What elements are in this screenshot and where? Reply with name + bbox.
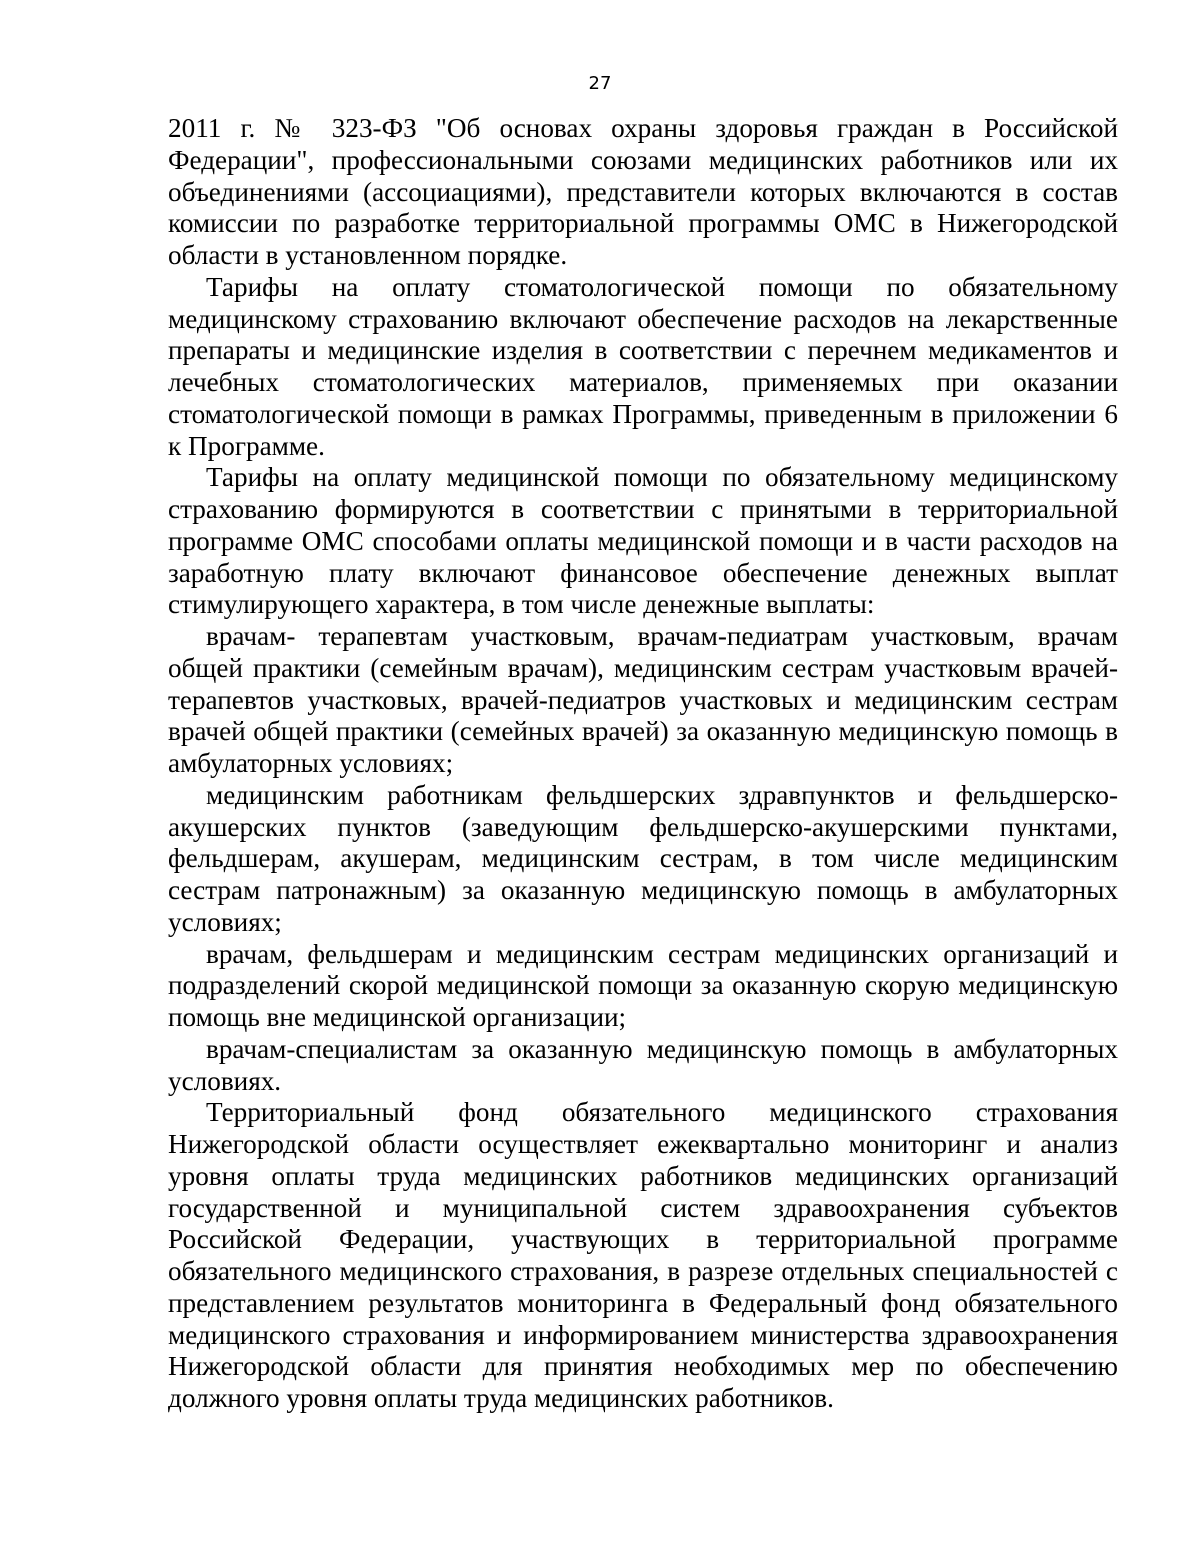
document-body — [168, 113, 1118, 1415]
paragraph-feldsher-stations: медицинским работникам фельдшерских здравпунктов и фельдшерско-акушерских пунктов (заведующим фельдшерско-акушерскими пунктами, фельдшерам, акушерам, медицинским сестрам, в том числе медицинским сестрам патронажным) за оказанную медицинскую помощь в амбулаторных условиях; — [168, 779, 1118, 937]
paragraph-emergency-care: врачам, фельдшерам и медицинским сестрам медицинских организаций и подразделений скорой медицинской помощи за оказанную скорую медицинскую помощь вне медицинской организации; — [168, 938, 1118, 1032]
paragraph-district-doctors: врачам- терапевтам участковым, врачам-педиатрам участковым, врачам общей практики (семейным врачам), медицинским сестрам участковым врачей-терапевтов участковых, врачей-педиатров участковых и медицинским сестрам врачей общей практики (семейных врачей) за оказанную медицинскую помощь в амбулаторных условиях; — [168, 621, 1118, 778]
paragraph-territorial-fund-monitoring: Территориальный фонд обязательного медицинского страхования Нижегородской области осуществляет ежеквартально мониторинг и анализ уровня оплаты труда медицинских работников медицинских организаций государственной и муниципальной систем здравоохранения субъектов Российской Федерации, участвующих в территориальной программе обязательного медицинского страхования, в разрезе отдельных специальностей с представлением результатов мониторинга в Федеральный фонд обязательного медицинского страхования и информированием министерства здравоохранения Нижегородской области для принятия необходимых мер по обеспечению должного уровня оплаты труда медицинских работников. — [168, 1097, 1118, 1413]
paragraph-law-reference: 2011 г. № 323-ФЗ "Об основах охраны здоровья граждан в Российской Федерации", профессиональными союзами медицинских работников или их объединениями (ассоциациями), представители которых включаются в состав комиссии по разработке территориальной программы ОМС в Нижегородской области в установленном порядке. — [168, 113, 1118, 270]
paragraph-tariff-formation: Тарифы на оплату медицинской помощи по обязательному медицинскому страхованию формируются в соответствии с принятыми в территориальной программе ОМС способами оплаты медицинской помощи и в части расходов на заработную плату включают финансовое обеспечение денежных выплат стимулирующего характера, в том числе денежные выплаты: — [168, 462, 1118, 620]
paragraph-specialists: врачам-специалистам за оказанную медицинскую помощь в амбулаторных условиях. — [168, 1033, 1118, 1096]
paragraph-dental-tariffs: Тарифы на оплату стоматологической помощи по обязательному медицинскому страхованию включают обеспечение расходов на лекарственные препараты и медицинские изделия в соответствии с перечнем медикаментов и лечебных стоматологических материалов, применяемых при оказании стоматологической помощи в рамках Программы, приведенным в приложении 6 к Программе. — [168, 271, 1118, 461]
page-number: 27 — [588, 73, 612, 94]
